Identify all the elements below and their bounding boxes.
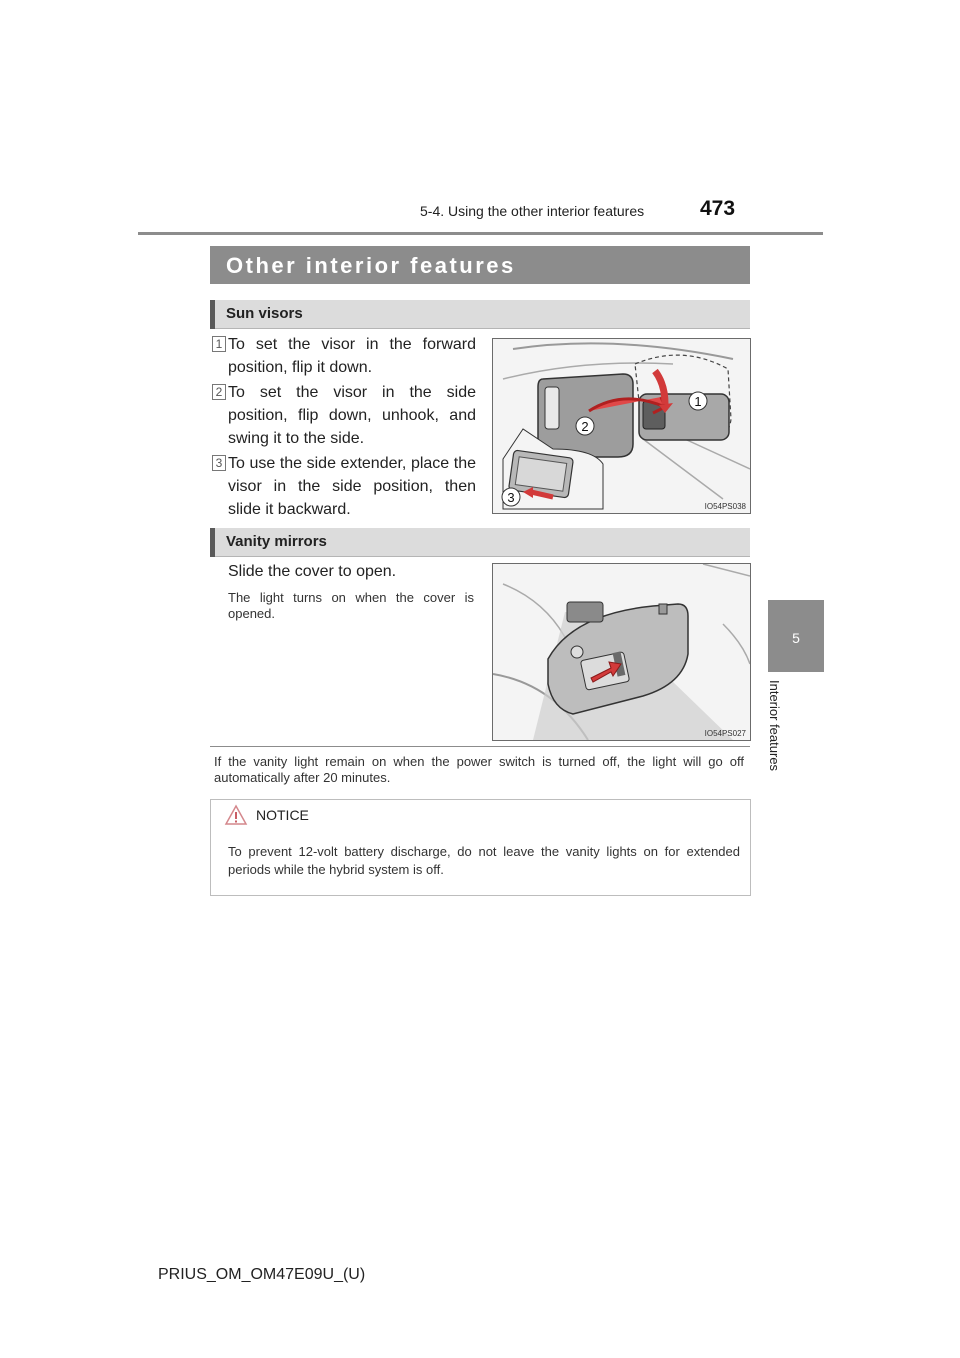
page-title-bar [210, 246, 750, 284]
step-marker: 3 [212, 455, 226, 471]
step-marker: 1 [212, 336, 226, 352]
header-divider [138, 232, 823, 235]
callout-3: 3 [507, 490, 515, 505]
instruction-text: Slide the cover to open. [228, 563, 397, 580]
vanity-mirror-drawing [493, 564, 750, 740]
step-marker: 2 [212, 384, 226, 400]
callout-1: 1 [694, 394, 702, 409]
step-text: To set the visor in the side position, flip down, unhook, and swing it to the side. [228, 384, 476, 447]
document-id: PRIUS_OM_OM47E09U_(U) [158, 1266, 366, 1283]
chapter-title: Interior features [767, 680, 782, 772]
detail-text: The light turns on when the cover is opened. [228, 590, 474, 621]
note-text: If the vanity light remain on when the power switch is turned off, the light will go off automatically after 20 minutes. [214, 754, 744, 785]
chapter-title-vertical [766, 672, 786, 802]
sun-visor-illustration [492, 338, 751, 514]
callout-2: 2 [581, 419, 589, 434]
step-text: To set the visor in the forward position, flip it down. [228, 336, 476, 376]
figure-code: IO54PS027 [704, 729, 746, 738]
figure-code: IO54PS038 [704, 502, 746, 511]
note-divider [210, 746, 750, 747]
page-title: Other interior features [226, 253, 516, 278]
notice-title: NOTICE [256, 807, 309, 823]
page-number: 473 [700, 197, 736, 220]
section-header-vanity-mirrors [210, 528, 750, 557]
step-text: To use the side extender, place the visor in the side position, then slide it backward. [228, 455, 476, 518]
section-title: Vanity mirrors [226, 533, 327, 550]
warning-triangle-icon [224, 804, 248, 826]
section-breadcrumb: 5-4. Using the other interior features [420, 203, 645, 219]
section-header-sun-visors [210, 300, 750, 329]
sun-visor-drawing [493, 339, 750, 513]
section-title: Sun visors [226, 305, 303, 322]
chapter-number: 5 [792, 630, 800, 646]
notice-body: To prevent 12-volt battery discharge, do not leave the vanity lights on for extended periods while the hybrid system is off. [228, 844, 740, 877]
vanity-mirror-illustration [492, 563, 751, 741]
